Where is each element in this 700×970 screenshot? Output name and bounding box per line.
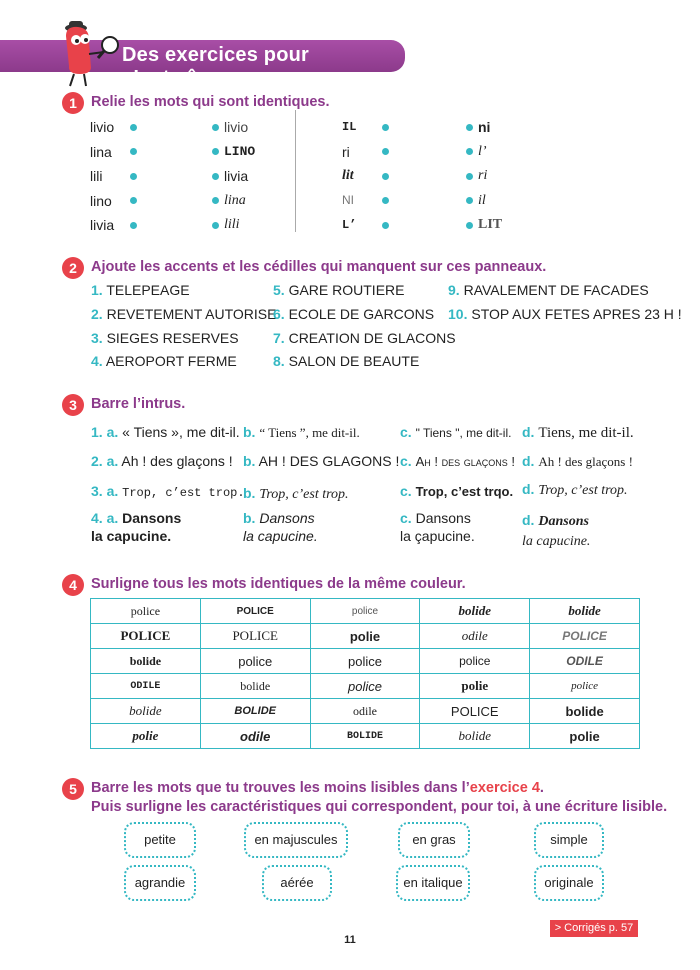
ex3-option[interactable]: d. Dansons la capucine. [522,512,591,549]
ex1-dot[interactable] [212,197,219,204]
ex1-dot[interactable] [382,148,389,155]
exercise-2-number: 2 [62,257,84,279]
ex3-option[interactable]: c. " Tiens ", me dit-il. [400,424,512,440]
ex1-col1-item: lili [90,168,103,184]
ex1-col2-item: livio [224,119,249,135]
grid-cell[interactable]: odile [310,699,420,724]
table-row [91,674,640,699]
table-row [91,599,640,624]
ex1-dot[interactable] [466,124,473,131]
chip-en-majuscules[interactable]: en majuscules [244,822,348,858]
ex2-item: 4. AEROPORT FERME [91,353,237,369]
grid-cell[interactable]: bolide [420,599,530,624]
ex3-option[interactable]: b. “ Tiens ”, me dit-il. [243,424,360,440]
ex1-dot[interactable] [466,197,473,204]
ex1-col1-item: livio [90,119,115,135]
ex3-option[interactable]: b. Dansons la capucine. [243,510,318,544]
ex1-col2-item: livia [224,168,249,184]
grid-cell[interactable]: police [91,599,201,624]
ex3-option[interactable]: 4. a. Dansons la capucine. [91,510,182,544]
grid-cell[interactable]: police [310,674,420,699]
table-row [91,724,640,749]
ex3-option[interactable]: d. Trop, c’est trop. [522,481,628,498]
chip-en-gras[interactable]: en gras [398,822,470,858]
ex1-dot[interactable] [130,124,137,131]
ex1-dot[interactable] [466,148,473,155]
exercise-1-number: 1 [62,92,84,114]
ex1-dot[interactable] [466,222,473,229]
exercise-4-number: 4 [62,574,84,596]
grid-cell[interactable]: POLICE [200,599,310,624]
ex2-item: 2. REVETEMENT AUTORISE [91,306,277,322]
grid-cell[interactable]: POLICE [91,624,201,649]
ex2-item: 3. SIEGES RESERVES [91,330,239,346]
chip-originale[interactable]: originale [534,865,604,901]
ex2-item: 10. STOP AUX FETES APRES 23 H ! [448,306,682,322]
ex3-option[interactable]: c. Ah ! des glaçons ! [400,453,515,469]
grid-cell[interactable]: police [420,649,530,674]
ex2-item: 5. GARE ROUTIERE [273,282,405,298]
grid-cell[interactable]: BOLIDE [310,724,420,749]
ex1-dot[interactable] [130,173,137,180]
grid-cell[interactable]: odile [420,624,530,649]
ex1-dot[interactable] [382,197,389,204]
grid-cell[interactable]: polie [420,674,530,699]
ex1-col1-item: livia [90,217,115,233]
grid-cell[interactable]: bolide [91,699,201,724]
grid-cell[interactable]: bolide [420,724,530,749]
ex1-dot[interactable] [382,222,389,229]
exercise-5-instruction-line1: Barre les mots que tu trouves les moins lisibles dans l’exercice 4. [91,780,544,796]
chip-en-italique[interactable]: en italique [396,865,470,901]
ex3-option[interactable]: c. Dansons la çapucine. [400,510,475,544]
chip-aeree[interactable]: aérée [262,865,332,901]
table-row [91,699,640,724]
ex1-divider [295,110,296,232]
exercise-5-instruction-line2: Puis surligne les caractéristiques qui correspondent, pour toi, à une écriture lisible. [91,799,668,815]
ex3-option[interactable]: 1. a. « Tiens », me dit-il. [91,424,240,440]
ex1-col3-item: ri [342,144,350,160]
exercise-5-number: 5 [62,778,84,800]
ex2-item: 8. SALON DE BEAUTE [273,353,420,369]
ex1-dot[interactable] [130,197,137,204]
ex1-col3-item: lit [342,168,354,183]
ex4-word-grid [90,598,640,749]
page-title: Des exercices pour s’entraîner [122,44,310,89]
grid-cell[interactable]: ODILE [530,649,640,674]
grid-cell[interactable]: POLICE [200,624,310,649]
exercise-3-number: 3 [62,394,84,416]
ex1-col3-item: L’ [342,218,357,232]
ex1-col4-item: il [478,193,486,208]
ex1-col4-item: ri [478,168,488,183]
grid-cell[interactable]: bolide [91,649,201,674]
grid-cell[interactable]: polie [530,724,640,749]
ex1-col2-item: LINO [224,144,256,159]
ex3-option[interactable]: b. AH ! DES GLAGONS ! [243,453,400,469]
grid-cell[interactable]: POLICE [420,699,530,724]
ex1-dot[interactable] [212,124,219,131]
ex1-dot[interactable] [466,173,473,180]
ex3-option[interactable]: c. Trop, c’est trqo. [400,483,514,499]
ex3-option[interactable]: d. Tiens, me dit-il. [522,424,634,441]
mascot-illustration [60,18,120,88]
grid-cell[interactable]: BOLIDE [200,699,310,724]
grid-cell[interactable]: police [530,674,640,699]
grid-cell[interactable]: police [310,649,420,674]
grid-cell[interactable]: bolide [200,674,310,699]
ex2-item: 9. RAVALEMENT DE FACADES [448,282,649,298]
ex2-item: 7. CREATION DE GLACONS [273,330,456,346]
ex1-col2-item: lili [224,217,240,232]
ex2-item: 1. TELEPEAGE [91,282,190,298]
page-number: 11 [344,934,356,946]
grid-cell[interactable]: ODILE [91,674,201,699]
grid-cell[interactable]: police [310,599,420,624]
ex3-option[interactable]: d. Ah ! des glaçons ! [522,453,633,469]
grid-cell[interactable]: polie [91,724,201,749]
ex1-dot[interactable] [382,124,389,131]
ex1-dot[interactable] [130,148,137,155]
exercise-2-instruction: Ajoute les accents et les cédilles qui manquent sur ces panneaux. [91,259,547,275]
grid-cell[interactable]: POLICE [530,624,640,649]
grid-cell[interactable]: polie [310,624,420,649]
grid-cell[interactable]: bolide [530,599,640,624]
chip-petite[interactable]: petite [124,822,196,858]
exercise-1-instruction: Relie les mots qui sont identiques. [91,94,330,110]
exercise-3-instruction: Barre l’intrus. [91,396,186,412]
ex1-col4-item: l’ [478,144,487,159]
ex1-col4-item: ni [478,119,491,135]
ex3-option[interactable]: 3. a. Trop, c’est trop. [91,483,245,500]
ex1-dot[interactable] [212,148,219,155]
corriges-link[interactable]: > Corrigés p. 57 [550,920,638,937]
ex1-col4-item: LIT [478,217,503,232]
ex1-dot[interactable] [382,173,389,180]
ex1-col3-item: IL [342,120,357,134]
ex1-dot[interactable] [130,222,137,229]
exercise-4-link[interactable]: exercice 4 [469,780,540,796]
ex1-col2-item: lina [224,193,246,208]
ex3-option[interactable]: 2. a. Ah ! des glaçons ! [91,453,233,469]
chip-simple[interactable]: simple [534,822,604,858]
ex1-col1-item: lino [90,193,112,209]
table-row [91,649,640,674]
ex1-col1-item: lina [90,144,112,160]
ex1-dot[interactable] [212,173,219,180]
ex3-option[interactable]: b. Trop, c’est trop. [243,485,349,502]
grid-cell[interactable]: bolide [530,699,640,724]
chip-agrandie[interactable]: agrandie [124,865,196,901]
ex2-item: 6. ECOLE DE GARCONS [273,306,435,322]
ex1-dot[interactable] [212,222,219,229]
table-row [91,624,640,649]
grid-cell[interactable]: police [200,649,310,674]
ex1-col3-item: NI [342,193,354,207]
exercise-4-instruction: Surligne tous les mots identiques de la même couleur. [91,576,466,592]
grid-cell[interactable]: odile [200,724,310,749]
